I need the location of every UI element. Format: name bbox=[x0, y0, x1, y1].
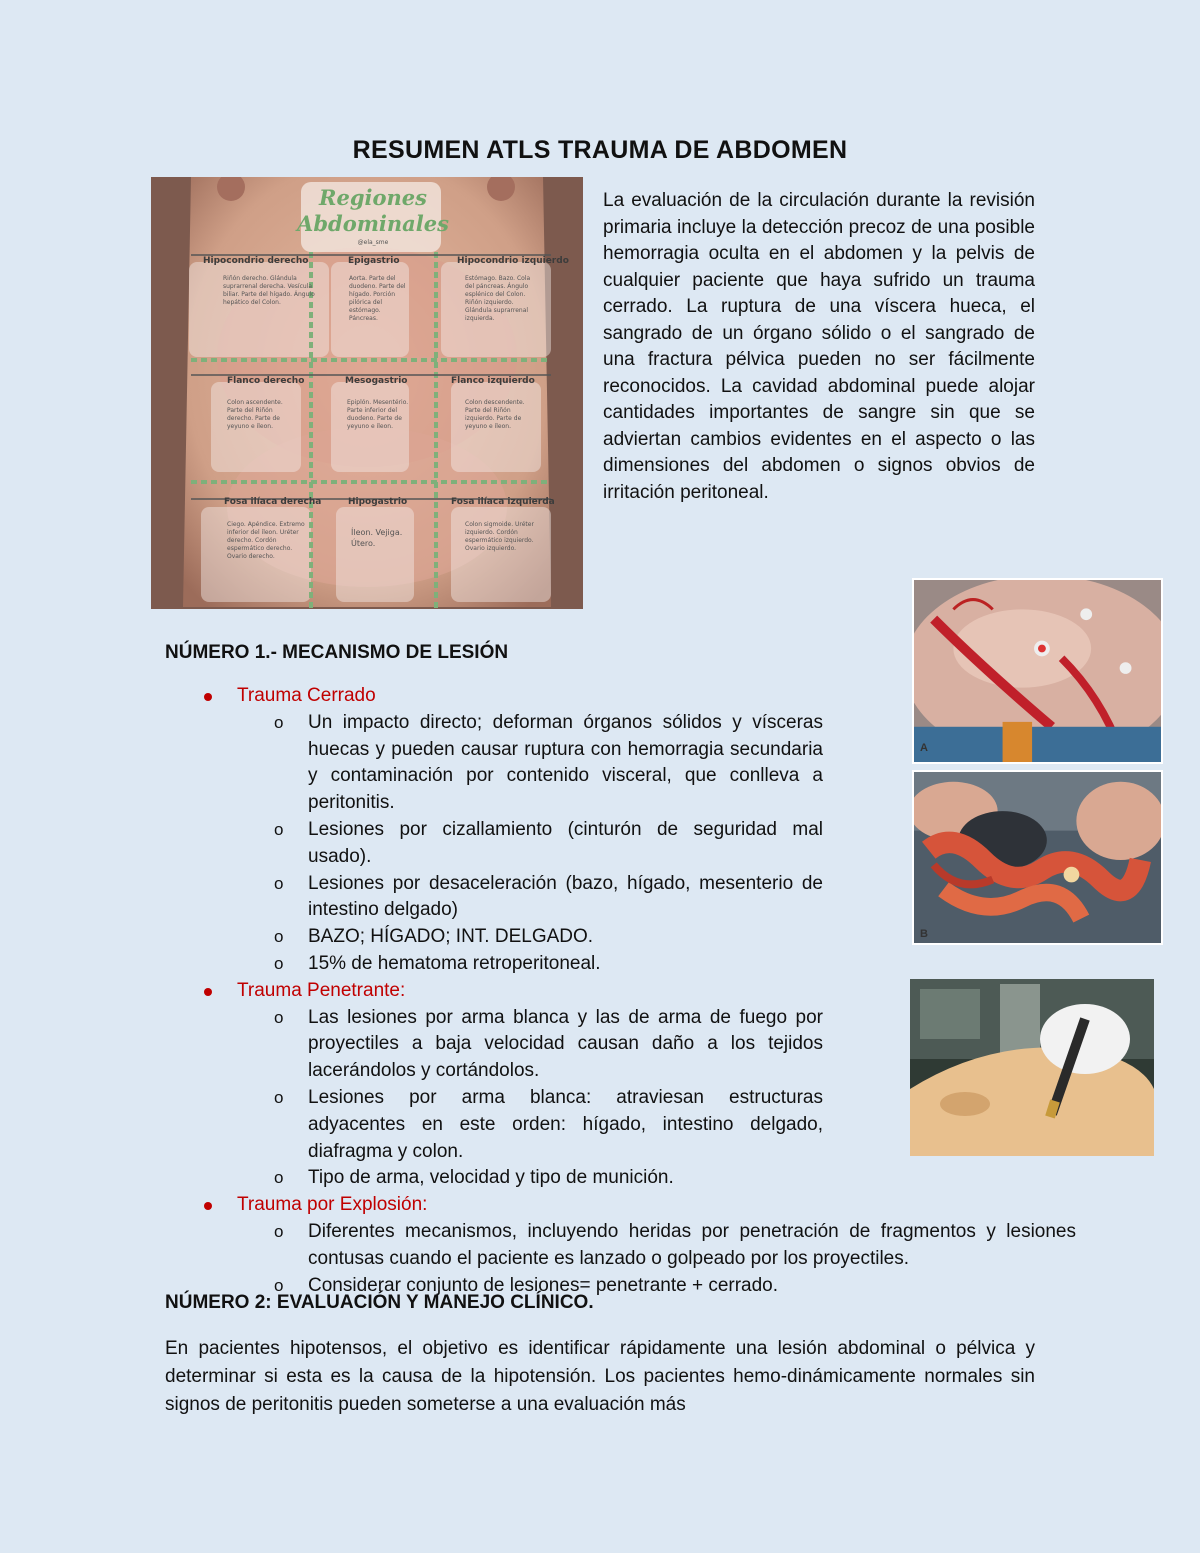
diagram-heading-line2: Abdominales bbox=[297, 211, 449, 236]
list-item: o Lesiones por arma blanca: atraviesan estructuras adyacentes en este orden: hígado, intestino delgado, diafragma y colon. bbox=[237, 1085, 823, 1165]
photo-label-b: B bbox=[920, 928, 928, 940]
category-label: Trauma por Explosión: bbox=[237, 1194, 428, 1216]
list-item: o Tipo de arma, velocidad y tipo de munición. bbox=[237, 1165, 823, 1192]
photo-label-a: A bbox=[920, 742, 928, 754]
list-item: o Diferentes mecanismos, incluyendo heridas por penetración de fragmentos y lesiones contusas cuando el paciente es lanzado o golpeado por los proyectiles. bbox=[237, 1219, 1076, 1273]
region-content: Epiplón. Mesentério. Parte inferior del duodeno. Parte de yeyuno e íleon. bbox=[347, 399, 409, 430]
list-item bbox=[196, 1192, 1076, 1299]
region-label: Fosa ilíaca izquierda bbox=[451, 497, 555, 507]
intestine-injury-photo bbox=[912, 770, 1163, 945]
region-content: Colon descendente. Parte del Riñón izquierdo. Parte de yeyuno e íleon. bbox=[465, 399, 525, 430]
list-item: o Considerar conjunto de lesiones= penetrante + cerrado. bbox=[237, 1273, 1076, 1300]
region-content: Aorta. Parte del duodeno. Parte del hígado. Porción pilórica del estómago. Páncreas. bbox=[349, 275, 406, 322]
list-item bbox=[196, 683, 896, 978]
section2-paragraph: En pacientes hipotensos, el objetivo es identificar rápidamente una lesión abdominal o pélvica y determinar si esta es la causa de la hipotensión. Los pacientes hemo-dinámicamente normales sin signos de peritonitis pueden someterse a una evaluación más bbox=[165, 1338, 1035, 1415]
region-content: Riñón derecho. Glándula suprarrenal derecha. Vesícula biliar. Parte del hígado. Ángulo hepático del Colon. bbox=[223, 275, 315, 306]
abdominal-regions-diagram bbox=[151, 177, 583, 609]
list-item: o 15% de hematoma retroperitoneal. bbox=[237, 951, 823, 978]
region-content: Colon ascendente. Parte del Riñón derecho. Parte de yeyuno e íleon. bbox=[227, 399, 283, 430]
seatbelt-injury-photo bbox=[912, 578, 1163, 764]
region-label: Fosa ilíaca derecha bbox=[224, 497, 322, 507]
mechanism-list bbox=[196, 683, 1076, 1299]
penetrating-wound-photo bbox=[910, 979, 1154, 1156]
region-label: Flanco derecho bbox=[227, 376, 305, 386]
intro-paragraph: La evaluación de la circulación durante la revisión primaria incluye la detección precoz de una posible hemorragia oculta en el abdomen y la pelvis de cualquier paciente que haya sufrido un trauma cerrado. La ruptura de una víscera hueca, el sangrado de un órgano sólido o el sangrado de una fractura pélvica pueden no ser fácilmente reconocidos. La cavidad abdominal puede alojar cantidades importantes de sangre sin que se adviertan cambios evidentes en el aspecto o las dimensiones del abdomen o signos obvios de irritación peritoneal. bbox=[603, 190, 1035, 503]
region-label: Mesogastrio bbox=[345, 376, 408, 386]
category-label: Trauma Penetrante: bbox=[237, 979, 406, 1001]
region-label: Epigastrio bbox=[348, 256, 400, 266]
diagram-heading-line1: Regiones bbox=[319, 185, 427, 210]
region-content: Ciego. Apéndice. Extremo inferior del íleon. Uréter derecho. Cordón espermático derecho. Ovario derecho. bbox=[227, 521, 305, 560]
list-item: o Un impacto directo; deforman órganos sólidos y vísceras huecas y pueden causar ruptura con hemorragia secundaria y contaminación por contenido visceral, que conlleva a peritonitis. bbox=[237, 710, 823, 817]
list-item: o Las lesiones por arma blanca y las de arma de fuego por proyectiles a baja velocidad causan daño a los tejidos lacerándolos y cortándolos. bbox=[237, 1005, 823, 1085]
region-label: Hipogastrio bbox=[348, 497, 408, 507]
list-item: o BAZO; HÍGADO; INT. DELGADO. bbox=[237, 924, 823, 951]
category-label: Trauma Cerrado bbox=[237, 685, 376, 706]
region-content: Colon sigmoide. Uréter izquierdo. Cordón espermático izquierdo. Ovario izquierdo. bbox=[465, 521, 534, 552]
region-label: Hipocondrio izquierdo bbox=[457, 256, 569, 266]
region-content: Íleon. Vejiga. Útero. bbox=[351, 528, 403, 548]
page-title: RESUMEN ATLS TRAUMA DE ABDOMEN bbox=[352, 136, 848, 164]
section1-heading: NÚMERO 1.- MECANISMO DE LESIÓN bbox=[165, 642, 509, 663]
region-label: Flanco izquierdo bbox=[451, 376, 535, 386]
diagram-credit: @ela_sme bbox=[357, 239, 389, 246]
list-item: o Lesiones por desaceleración (bazo, hígado, mesenterio de intestino delgado) bbox=[237, 871, 823, 925]
section2-heading: NÚMERO 2: EVALUACIÓN Y MANEJO CLÍNICO. bbox=[165, 1292, 594, 1313]
list-item: o Lesiones por cizallamiento (cinturón de seguridad mal usado). bbox=[237, 817, 823, 871]
region-content: Estómago. Bazo. Cola del páncreas. Ángulo esplénico del Colon. Riñón izquierdo. Glándula suprarrenal izquierda. bbox=[465, 275, 531, 322]
list-item bbox=[196, 978, 896, 1192]
region-label: Hipocondrio derecho bbox=[203, 256, 309, 266]
